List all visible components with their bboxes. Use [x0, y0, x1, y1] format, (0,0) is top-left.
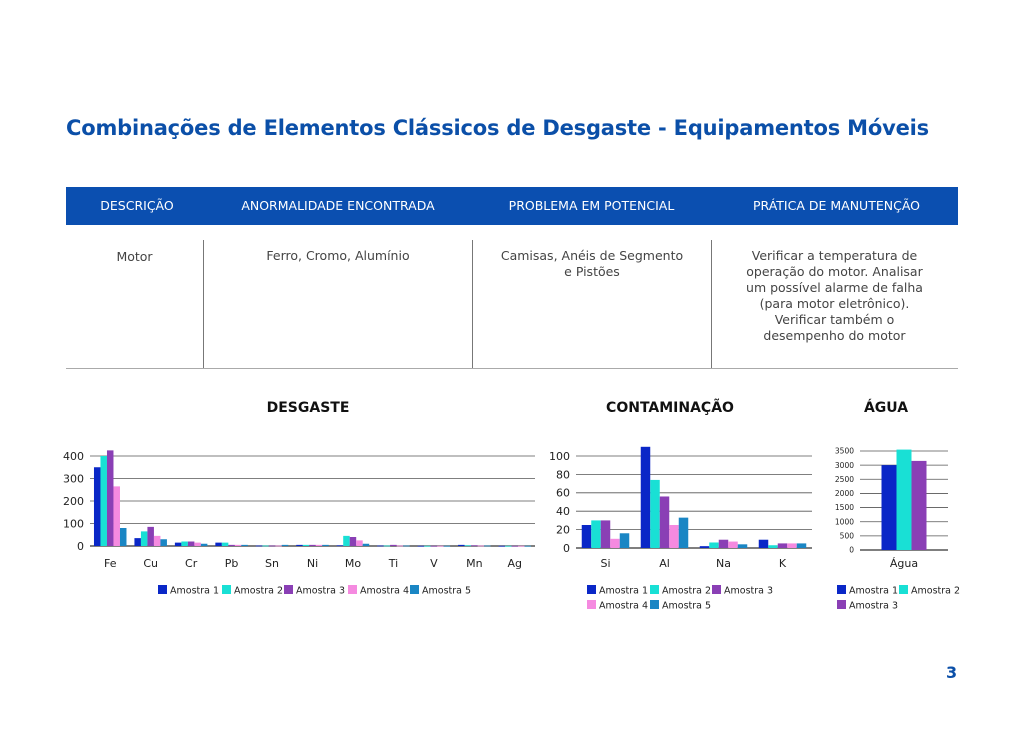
desgaste-bar — [282, 545, 289, 546]
desgaste-bar — [444, 546, 451, 547]
contaminacao-bar — [591, 520, 601, 548]
header-descricao: DESCRIÇÃO — [100, 198, 174, 213]
desgaste-bar — [309, 545, 316, 546]
contaminacao-legend-label: Amostra 3 — [724, 585, 774, 597]
agua-legend-swatch — [837, 585, 846, 594]
desgaste-bar — [431, 546, 438, 547]
contaminacao-bar — [679, 518, 689, 548]
contaminacao-bar — [778, 543, 788, 548]
desgaste-x-tick-label: Ni — [306, 557, 319, 570]
cell-problema-line: e Pistões — [564, 264, 620, 279]
agua-bar — [912, 461, 927, 550]
contaminacao-bar — [797, 543, 807, 548]
agua-legend-label: Amostra 3 — [849, 600, 899, 612]
chart-title-desgaste: DESGASTE — [266, 400, 350, 416]
header-anormalidade: ANORMALIDADE ENCONTRADA — [241, 198, 435, 213]
desgaste-y-tick-label: 300 — [63, 472, 84, 486]
agua-bar — [897, 450, 912, 550]
desgaste-bar — [194, 543, 201, 546]
desgaste-bar — [100, 456, 107, 546]
contaminacao-legend-swatch — [587, 600, 596, 609]
desgaste-bar — [215, 543, 222, 546]
chart-title-agua: ÁGUA — [863, 400, 909, 416]
desgaste-legend-swatch — [410, 585, 419, 594]
contaminacao-legend-label: Amostra 1 — [599, 585, 649, 597]
contaminacao-bar — [582, 525, 592, 548]
cell-pratica-line: desempenho do motor — [763, 328, 906, 343]
contaminacao-bar — [650, 480, 660, 548]
desgaste-x-tick-label: Sn — [265, 557, 280, 570]
contaminacao-legend-swatch — [712, 585, 721, 594]
contaminacao-bar — [787, 543, 797, 548]
agua-legend-label: Amostra 1 — [849, 585, 899, 597]
agua-legend-label: Amostra 2 — [911, 585, 961, 597]
desgaste-bar — [188, 542, 195, 547]
desgaste-bar — [154, 536, 161, 546]
desgaste-x-tick-label: Ag — [507, 557, 523, 570]
contaminacao-bar — [610, 539, 620, 548]
desgaste-bar — [465, 545, 472, 546]
desgaste-bar — [235, 545, 242, 546]
desgaste-bar — [262, 546, 269, 547]
cell-anormalidade: Ferro, Cromo, Alumínio — [266, 248, 410, 263]
desgaste-bar — [201, 544, 208, 546]
contaminacao-y-tick-label: 0 — [563, 541, 570, 555]
desgaste-x-tick-label: Fe — [103, 557, 117, 570]
agua-legend-swatch — [837, 600, 846, 609]
desgaste-y-tick-label: 100 — [63, 517, 84, 531]
desgaste-legend-swatch — [284, 585, 293, 594]
contaminacao-x-tick-label: Al — [659, 557, 670, 570]
desgaste-bar — [181, 542, 188, 547]
contaminacao-x-tick-label: Si — [600, 557, 611, 570]
agua-y-tick-label: 3000 — [834, 460, 854, 470]
desgaste-bar — [356, 540, 363, 546]
desgaste-bar — [343, 536, 350, 546]
desgaste-legend-label: Amostra 1 — [170, 585, 220, 597]
desgaste-legend-label: Amostra 3 — [296, 585, 346, 597]
contaminacao-y-tick-label: 60 — [556, 486, 570, 500]
agua-legend-swatch — [899, 585, 908, 594]
contaminacao-y-tick-label: 80 — [556, 468, 570, 482]
cell-descricao: Motor — [116, 249, 153, 264]
desgaste-bar — [390, 545, 397, 546]
desgaste-x-tick-label: Cu — [143, 557, 159, 570]
desgaste-bar — [160, 539, 167, 546]
desgaste-bar — [94, 467, 101, 546]
agua-bar — [882, 465, 897, 550]
desgaste-bar — [350, 537, 357, 546]
agua-y-tick-label: 500 — [839, 531, 854, 541]
desgaste-legend-swatch — [158, 585, 167, 594]
desgaste-bar — [175, 543, 182, 546]
contaminacao-y-tick-label: 20 — [556, 523, 570, 537]
desgaste-bar — [512, 546, 518, 547]
contaminacao-x-tick-label: Na — [716, 557, 731, 570]
desgaste-bar — [377, 546, 384, 547]
desgaste-bar — [256, 546, 263, 547]
contaminacao-bar — [728, 542, 738, 548]
desgaste-bar — [525, 546, 532, 547]
cell-problema-line: Camisas, Anéis de Segmento — [500, 248, 684, 263]
header-pratica: PRÁTICA DE MANUTENÇÃO — [753, 198, 920, 213]
desgaste-y-tick-label: 0 — [77, 539, 84, 553]
desgaste-bar — [518, 546, 525, 547]
desgaste-bar — [418, 546, 425, 547]
desgaste-x-tick-label: Ti — [388, 557, 399, 570]
agua-y-tick-label: 0 — [849, 545, 854, 555]
page-title: Combinações de Elementos Clássicos de Desgaste - Equipamentos Móveis — [66, 116, 929, 140]
desgaste-bar — [241, 545, 248, 546]
agua-y-tick-label: 2000 — [834, 489, 854, 499]
contaminacao-bar — [700, 546, 710, 548]
desgaste-bar — [437, 546, 444, 547]
desgaste-bar — [113, 486, 120, 546]
desgaste-bar — [269, 546, 276, 547]
contaminacao-bar — [709, 542, 719, 548]
agua-y-tick-label: 2500 — [834, 474, 854, 484]
desgaste-x-tick-label: V — [430, 557, 438, 570]
desgaste-x-tick-label: Cr — [185, 557, 198, 570]
contaminacao-y-tick-label: 100 — [549, 449, 570, 463]
contaminacao-legend-swatch — [587, 585, 596, 594]
contaminacao-legend-swatch — [650, 585, 659, 594]
contaminacao-legend-swatch — [650, 600, 659, 609]
contaminacao-bar — [738, 544, 748, 548]
header-problema: PROBLEMA EM POTENCIAL — [508, 198, 675, 213]
desgaste-x-tick-label: Pb — [224, 557, 239, 570]
chart-title-contaminacao: CONTAMINAÇÃO — [606, 400, 734, 416]
cell-pratica-line: Verificar também o — [774, 312, 895, 327]
desgaste-bar — [316, 545, 323, 546]
contaminacao-bar — [620, 533, 630, 548]
contaminacao-x-tick-label: K — [778, 557, 787, 570]
contaminacao-bar — [759, 540, 769, 548]
cell-pratica-line: operação do motor. Analisar — [746, 264, 923, 279]
desgaste-bar — [471, 545, 478, 546]
desgaste-legend-label: Amostra 4 — [360, 585, 410, 597]
agua-y-tick-label: 1500 — [834, 503, 854, 513]
desgaste-bar — [107, 450, 114, 546]
agua-x-tick-label: Água — [889, 557, 919, 570]
contaminacao-bar — [641, 447, 651, 548]
desgaste-legend-label: Amostra 5 — [422, 585, 472, 597]
desgaste-legend-label: Amostra 2 — [234, 585, 284, 597]
contaminacao-legend-label: Amostra 2 — [662, 585, 712, 597]
desgaste-bar — [499, 546, 506, 547]
desgaste-x-tick-label: Mn — [466, 557, 483, 570]
desgaste-x-tick-label: Mo — [344, 557, 362, 570]
desgaste-bar — [222, 543, 229, 546]
desgaste-bar — [484, 546, 491, 547]
desgaste-bar — [322, 545, 329, 546]
cell-pratica-line: um possível alarme de falha — [746, 280, 923, 295]
desgaste-bar — [424, 546, 431, 547]
contaminacao-legend-label: Amostra 4 — [599, 600, 649, 612]
contaminacao-legend-label: Amostra 5 — [662, 600, 712, 612]
contaminacao-bar — [601, 520, 611, 548]
desgaste-bar — [363, 544, 370, 546]
desgaste-bar — [397, 546, 404, 547]
contaminacao-bar — [660, 496, 670, 548]
cell-pratica-line: Verificar a temperatura de — [751, 248, 918, 263]
desgaste-bar — [505, 546, 512, 547]
desgaste-legend-swatch — [222, 585, 231, 594]
desgaste-y-tick-label: 200 — [63, 494, 84, 508]
desgaste-bar — [337, 545, 344, 546]
desgaste-bar — [458, 545, 465, 546]
desgaste-bar — [403, 546, 410, 547]
desgaste-y-tick-label: 400 — [63, 449, 84, 463]
cell-pratica-line: (para motor eletrônico). — [759, 296, 910, 311]
page-number: 3 — [946, 663, 958, 682]
contaminacao-bar — [768, 545, 778, 548]
desgaste-bar — [228, 545, 235, 546]
desgaste-bar — [147, 527, 154, 546]
desgaste-bar — [120, 528, 127, 546]
desgaste-bar — [303, 545, 310, 546]
desgaste-bar — [384, 546, 391, 547]
contaminacao-bar — [719, 540, 729, 548]
contaminacao-bar — [669, 525, 679, 548]
agua-y-tick-label: 3500 — [834, 446, 854, 456]
desgaste-legend-swatch — [348, 585, 357, 594]
desgaste-bar — [134, 538, 141, 546]
desgaste-bar — [478, 546, 485, 547]
desgaste-bar — [141, 531, 148, 546]
contaminacao-y-tick-label: 40 — [556, 505, 570, 519]
desgaste-bar — [275, 546, 282, 547]
agua-y-tick-label: 1000 — [834, 517, 854, 527]
desgaste-bar — [296, 545, 303, 546]
